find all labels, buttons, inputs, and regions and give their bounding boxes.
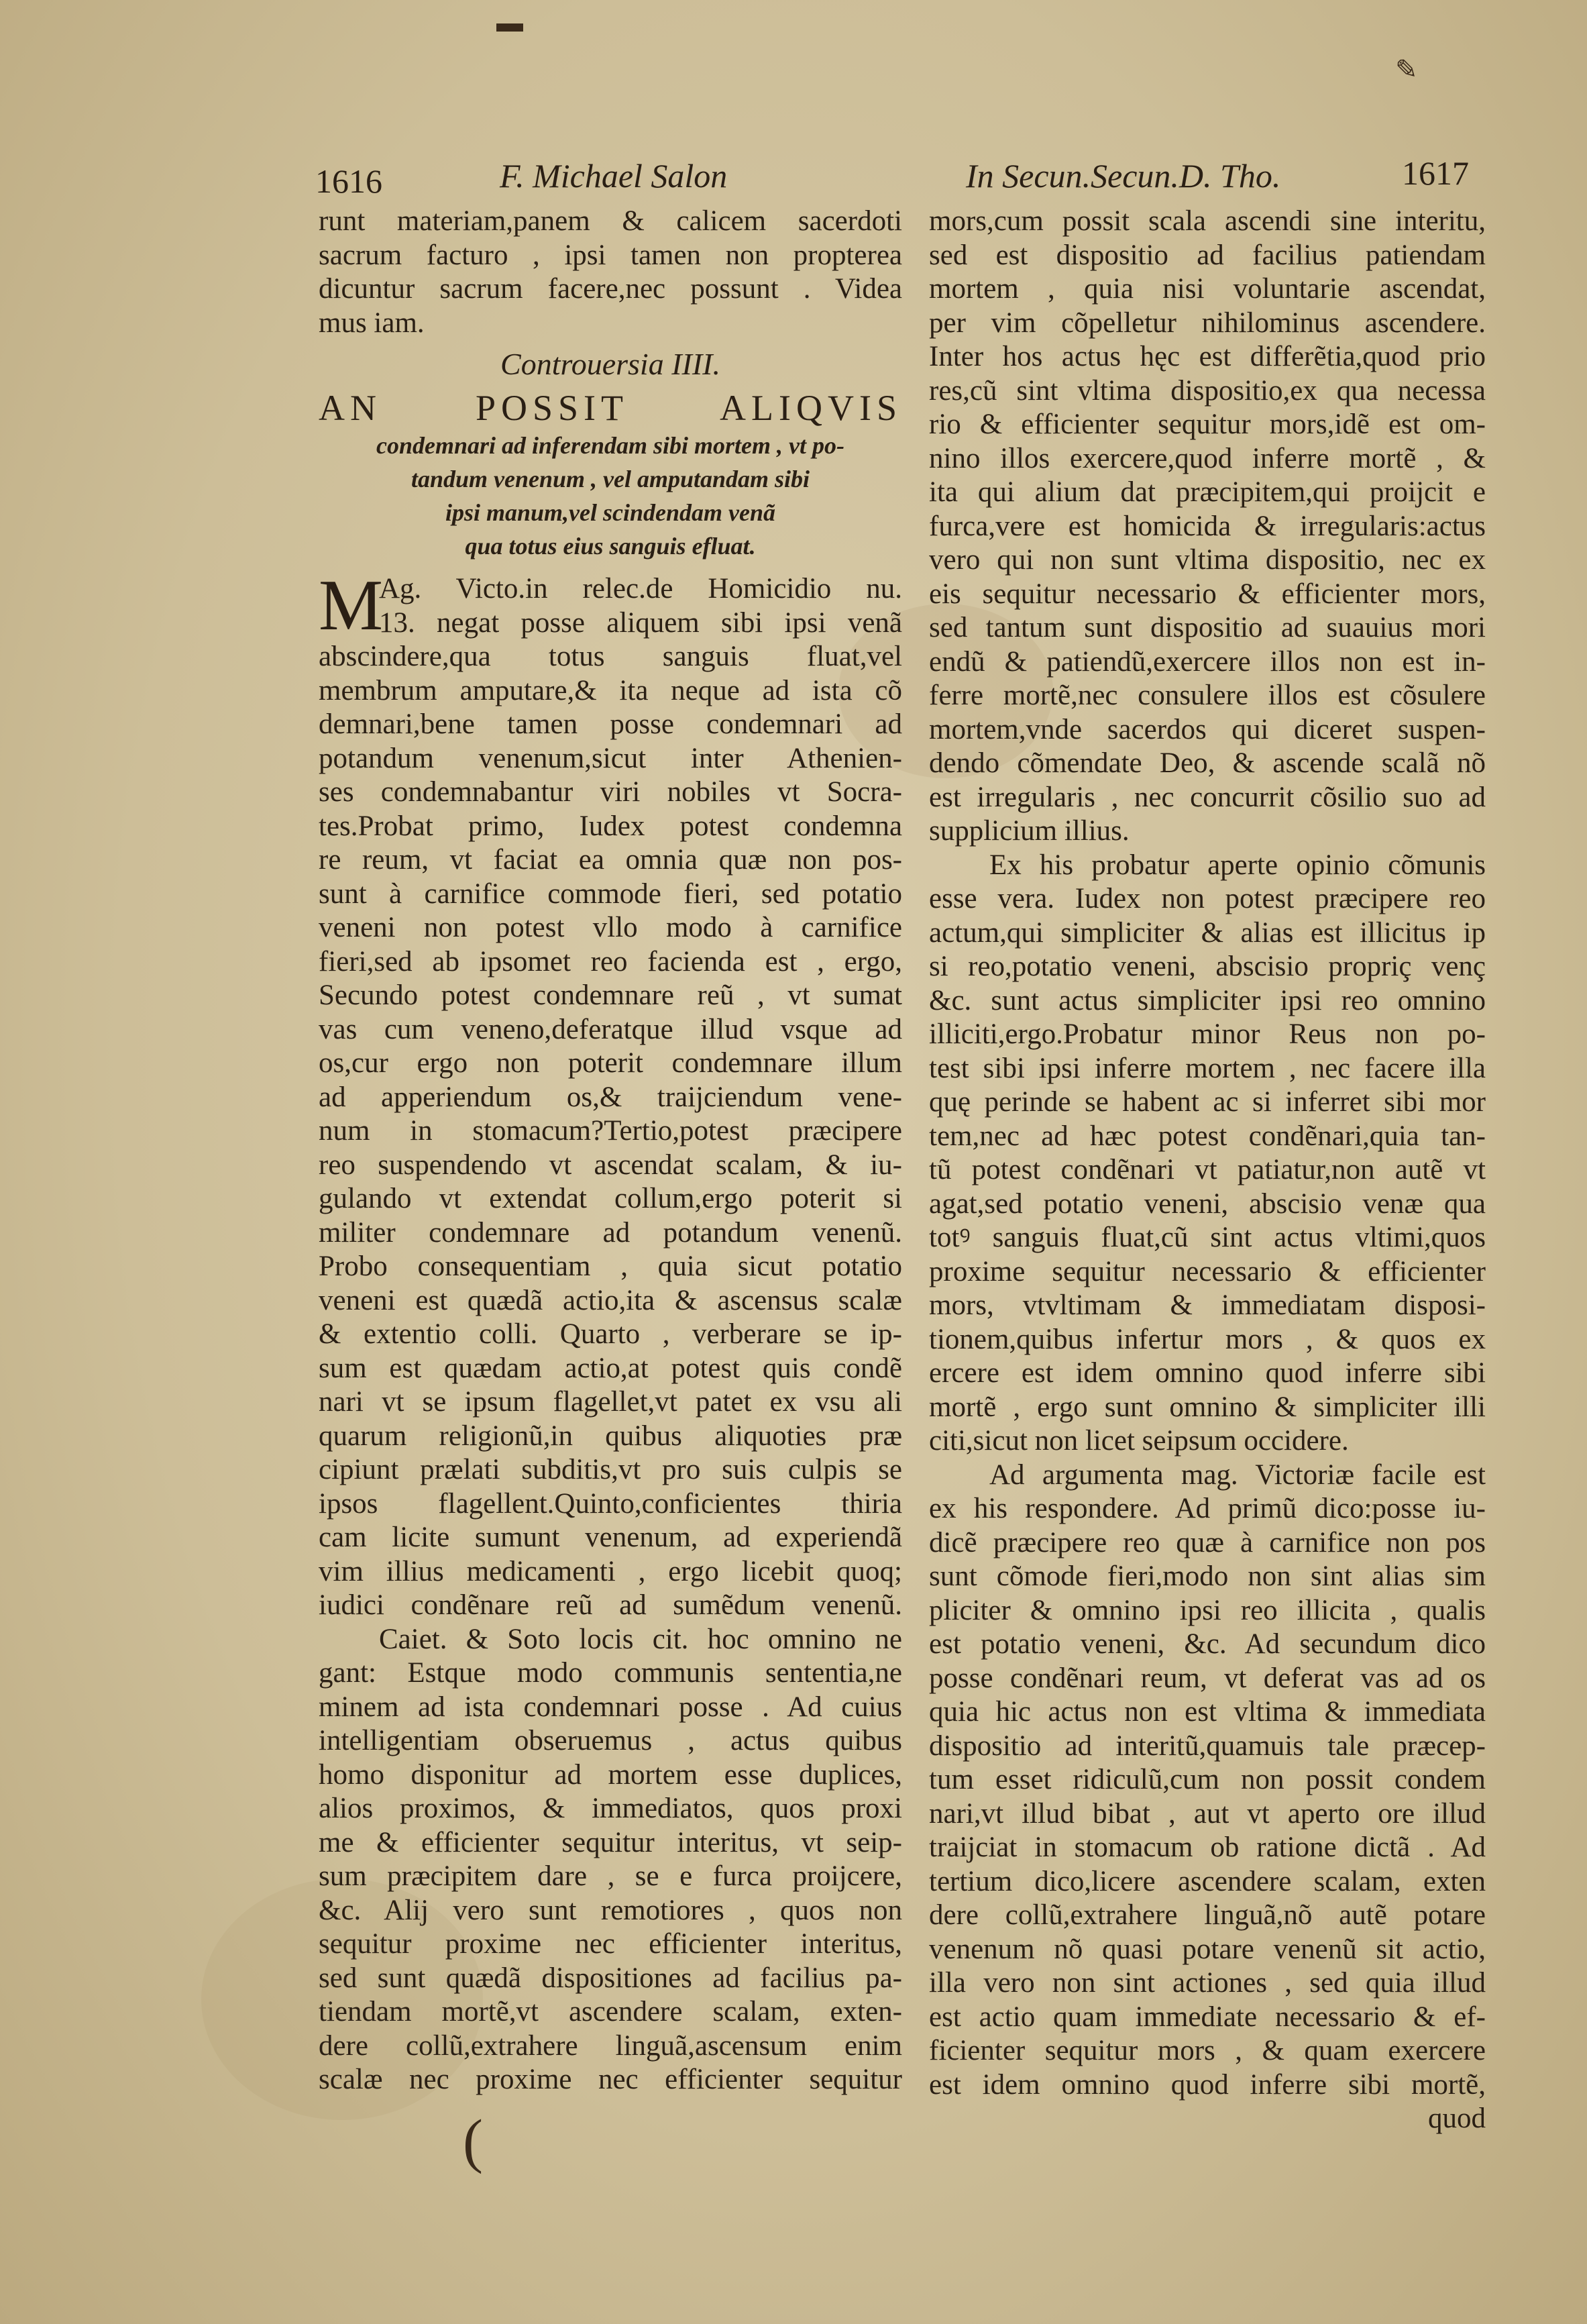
text-line: ipsos flagellent.Quinto,conficientes thiria [319,1487,902,1520]
text-line: sequitur proxime nec efficienter interitus, [319,1928,902,1960]
text-line: gant: Estque modo communis sententia,ne [319,1657,902,1689]
text-line: eis sequitur necessario & efficienter mors, [929,578,1486,610]
text-line: ferre mortẽ,nec consulere illos est cõsulere [929,680,1486,711]
text-line: militer condemnare ad potandum venenũ. [319,1216,902,1249]
text-line: veneni est quædã actio,ita & ascensus scalæ [319,1284,902,1316]
left-column [319,205,902,2097]
drop-cap: M [319,566,384,645]
text-line: tertium dico,licere ascendere scalam, exten [929,1865,1486,1897]
text-line: ad apperiendum os,& traijciendum vene- [319,1081,902,1113]
text-line: vero qui non sunt vltima dispositio, nec ex [929,544,1486,576]
text-line: totꝰ sanguis fluat,cũ sint actus vltimi,quos [929,1222,1486,1253]
right-paragraph-3 [929,1459,1486,2103]
text-line: reo suspendendo vt ascendat scalam, & iu- [319,1149,902,1181]
text-line: nari,vt illud bibat , aut vt aperto ore illud [929,1797,1486,1830]
text-line: dere collũ,extrahere linguã,ascensum enim [319,2029,902,2062]
text-line: dere collũ,extrahere linguã,nõ autẽ potare [929,1899,1486,1931]
text-line: &c. sunt actus simpliciter ipsi reo omnino [929,984,1486,1016]
text-line: citi,sicut non licet seipsum occidere. [929,1425,1349,1457]
text-line: dicuntur sacrum facere,nec possunt . Videa [319,273,902,305]
text-line: iudici condẽnare reũ ad sumẽdum venenũ. [319,1589,902,1621]
text-line: tionem,quibus infertur mors , & quos ex [929,1323,1486,1355]
text-line: membrum amputare,& ita neque ad ista cõ [319,674,902,706]
text-line: pliciter & omnino ipsi reo illicita , qualis [929,1594,1486,1626]
text-line: sum præcipitem dare , se e furca proijcere, [319,1860,902,1892]
text-line: demnari,bene tamen posse condemnari ad [319,708,902,740]
text-line: traijciat in stomacum ob ratione dictã . Ad [929,1832,1486,1863]
controversy-title: AN POSSIT ALIQVIS [319,388,902,428]
text-line: quia hic actus non est vltima & immediata [929,1696,1486,1728]
text-line: furca,vere est homicida & irregularis:actus [929,510,1486,542]
title-subline: qua totus eius sanguis efluat. [465,533,756,560]
text-line: Ex his probatur aperte opinio cõmunis [989,849,1486,881]
text-line: dendo cõmendate Deo, & ascende scalã nõ [929,747,1486,779]
text-line: illa vero non sint actiones , sed quia illud [929,1967,1486,1999]
title-subline: tandum venenum , vel amputandam sibi [411,466,810,492]
text-line: Ag. Victo.in relec.de Homicidio nu. [379,573,902,604]
text-line: cam licite sumunt venenum, ad experiendã [319,1522,902,1553]
text-line: tes.Probat primo, Iudex potest condemna [319,810,902,842]
text-line: gulando vt extendat collum,ergo poterit si [319,1183,902,1214]
text-line: sed sunt quædã dispositiones ad facilius pa- [319,1962,902,1994]
text-line: ficienter sequitur mors , & quam exercere [929,2035,1486,2066]
text-line: tũ potest condẽnari vt patiatur,non autẽ vt [929,1154,1486,1185]
text-line: per vim cõpelletur nihilominus ascendere. [929,307,1486,339]
text-line: quę perinde se habent ac si inferret sibi mor [929,1086,1486,1118]
text-line: ex his respondere. Ad primũ dico:posse iu- [929,1493,1486,1524]
text-line: agat,sed potatio veneni, abscisio venæ qua [929,1187,1486,1220]
text-line: fieri,sed ab ipsomet reo facienda est , ergo, [319,945,902,978]
left-running-head: F. Michael Salon [500,157,728,195]
text-line: potandum venenum,sicut inter Athenien- [319,742,902,774]
text-line: 13. negat posse aliquem sibi ipsi venã [379,606,902,639]
text-line: mors,cum possit scala ascendi sine interitu, [929,205,1486,237]
text-line: tum esset ridiculũ,cum non possit condem [929,1764,1486,1795]
right-paragraph-1 [929,205,1486,849]
first-paragraph-start [319,566,902,645]
text-line: est actio quam immediate necessario & ef- [929,2001,1486,2033]
text-line: test sibi ipsi inferre mortem , nec facere illa [929,1052,1486,1084]
text-line: posse condẽnari reum, vt deferat vas ad os [929,1662,1486,1694]
controversy-heading: Controuersia IIII. [500,347,720,381]
text-line: Secundo potest condemnare reũ , vt sumat [319,980,902,1011]
text-line: & extentio colli. Quarto , verberare se ip- [319,1318,902,1350]
text-line: venenum nõ quasi potare venenũ sit actio, [929,1933,1486,1965]
text-line: quarum religionũ,in quibus aliquoties præ [319,1420,902,1452]
right-column [929,205,1486,2136]
text-line: est potatio veneni, &c. Ad secundum dico [929,1628,1486,1660]
text-line: minem ad ista condemnari posse . Ad cuius [319,1691,902,1723]
text-line: ercere est idem omnino quod inferre sibi [929,1357,1486,1389]
text-line: est irregularis , nec concurrit cõsilio suo ad [929,781,1486,813]
text-line: est idem omnino quod inferre sibi mortẽ, [929,2068,1486,2101]
text-line: os,cur ergo non poterit condemnare illum [319,1047,902,1079]
text-line: tem,nec ad hæc potest condẽnari,quia tan- [929,1120,1486,1152]
text-line: mortem,vnde sacerdos qui diceret suspen- [929,713,1486,745]
text-line: homo disponitur ad mortem esse duplices, [319,1758,902,1791]
text-line: nari vt se ipsum flagellet,vt patet ex vsu ali [319,1386,902,1418]
text-line: ses condemnabantur viri nobiles vt Socra- [319,776,902,808]
text-line: actum,qui simpliciter & alias est illicitus ip [929,916,1486,949]
right-running-head: In Secun.Secun.D. Tho. [966,157,1281,195]
text-line: alios proximos, & immediatos, quos proxi [319,1793,902,1824]
title-subline: ipsi manum,vel scindendam venã [445,499,775,526]
right-paragraph-2 [929,849,1486,1459]
text-line: dispositio ad interitũ,quamuis tale præcep- [929,1730,1486,1762]
left-paragraph-2 [319,1623,902,2097]
text-line: supplicium illius. [929,815,1130,847]
text-line: si reo,potatio veneni, abscisio propriç venç [929,951,1486,982]
text-line: rio & efficienter sequitur mors,idẽ est om- [929,409,1486,440]
text-line: mus iam. [319,307,425,339]
ink-mark: ▬ [496,7,523,38]
text-line: ita qui alium dat præcipitem,qui proijcit e [929,476,1486,508]
text-line: Caiet. & Soto locis cit. hoc omnino ne [379,1623,902,1655]
text-line: esse vera. Iudex non potest præcipere reo [929,883,1486,914]
text-line: mortem , quia nisi voluntarie ascendat, [929,273,1486,305]
text-line: cipiunt prælati subditis,vt pro suis culpis se [319,1454,902,1485]
text-line: vim illius medicamenti , ergo licebit quoq; [319,1555,902,1587]
text-line: sed est dispositio ad facilius patiendam [929,239,1486,271]
text-line: Probo consequentiam , quia sicut potatio [319,1251,902,1282]
text-line: sed tantum sunt dispositio ad suauius mori [929,612,1486,643]
text-line: re reum, vt faciat ea omnia quæ non pos- [319,844,902,876]
text-line: num in stomacum?Tertio,potest præcipere [319,1115,902,1147]
text-line: intelligentiam obseruemus , actus quibus [319,1725,902,1756]
title-subline: condemnari ad inferendam sibi mortem , vt po- [376,432,844,459]
ink-mark: ( [463,2108,483,2174]
text-line: Ad argumenta mag. Victoriæ facile est [989,1459,1486,1491]
text-line: illiciti,ergo.Probatur minor Reus non po- [929,1018,1486,1050]
text-line: mors, vtvltimam & immediatam disposi- [929,1289,1486,1321]
text-line: me & efficienter sequitur interitus, vt seip- [319,1826,902,1858]
text-line: res,cũ sint vltima dispositio,ex qua necessa [929,374,1486,407]
text-line: nino illos exercere,quod inferre mortẽ , & [929,442,1486,474]
text-line: mortẽ , ergo sunt omnino & simpliciter illi [929,1391,1486,1423]
text-line: endũ & patiendũ,exercere illos non est in- [929,645,1486,678]
left-page-number: 1616 [315,162,382,200]
text-line: runt materiam,panem & calicem sacerdoti [319,205,902,237]
text-line: &c. Alij vero sunt remotiores , quos non [319,1894,902,1926]
left-paragraph-1 [319,640,902,1623]
text-line: veneni non potest vllo modo à carnifice [319,912,902,943]
text-line: scalæ nec proxime nec efficienter sequitur [319,2064,902,2095]
text-line: sunt cõmode fieri,modo non sint alias sim [929,1561,1486,1592]
text-line: sacrum facturo , ipsi tamen non propterea [319,239,902,271]
text-line: vas cum veneno,deferatque illud vsque ad [319,1013,902,1045]
ink-mark: ✎ [1395,54,1418,85]
text-line: sum est quædam actio,at potest quis condẽ [319,1352,902,1384]
text-line: proxime sequitur necessario & efficienter [929,1255,1486,1287]
text-line: abscindere,qua totus sanguis fluat,vel [319,641,902,672]
catchword: quod [1428,2103,1486,2134]
text-line: Inter hos actus hęc est differẽtia,quod prio [929,341,1486,372]
text-line: sunt à carnifice commode fieri, sed potatio [319,878,902,910]
text-line: dicẽ præcipere reo quæ à carnifice non pos [929,1526,1486,1559]
right-page-number: 1617 [1402,154,1469,192]
text-line: tiendam mortẽ,vt ascendere scalam, exten- [319,1996,902,2027]
